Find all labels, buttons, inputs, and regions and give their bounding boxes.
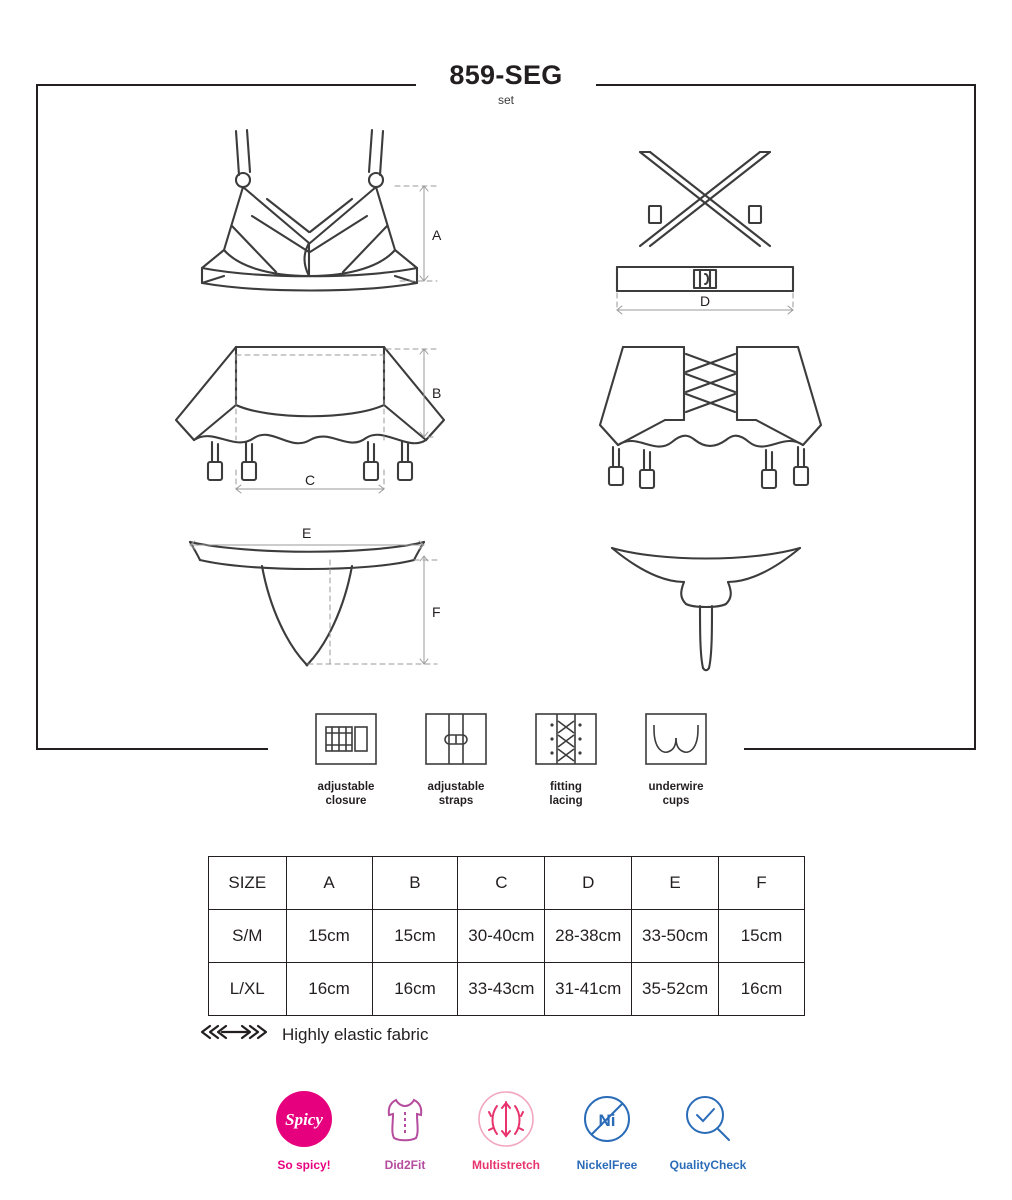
feature-adjustable-closure — [296, 706, 396, 809]
table-cell-a: 16cm — [286, 963, 372, 1016]
table-header-b: B — [372, 857, 458, 910]
feature-label-line1: adjustable — [427, 781, 485, 793]
svg-text:Spicy: Spicy — [285, 1110, 323, 1129]
adjustable-straps-icon — [406, 706, 506, 772]
feature-label-line2: closure — [325, 795, 367, 808]
dimension-f — [308, 560, 437, 664]
fitting-lacing-icon — [516, 706, 616, 772]
table-cell-a: 15cm — [286, 910, 372, 963]
page-title: 859-SEG — [449, 60, 563, 90]
dimension-c-arrow — [236, 470, 384, 493]
stretch-arrow-icon — [198, 1022, 270, 1047]
underwire-cups-icon — [626, 706, 726, 772]
feature-underwire-cups — [626, 706, 726, 809]
table-cell-size: L/XL — [209, 963, 287, 1016]
thong-front-illustration — [190, 542, 424, 666]
frame-border-top-right — [596, 84, 976, 86]
dimension-label-d: D — [700, 293, 711, 309]
badge-so-spicy — [256, 1088, 352, 1172]
bra-front-illustration — [202, 130, 417, 291]
table-cell-e: 33-50cm — [632, 910, 719, 963]
dimension-label-b: B — [432, 385, 442, 401]
badge-multistretch — [458, 1088, 554, 1172]
dimension-b — [236, 349, 437, 440]
garter-belt-back-illustration — [600, 347, 821, 488]
badge-label: NickelFree — [576, 1158, 638, 1172]
table-cell-c: 30-40cm — [458, 910, 545, 963]
feature-label-line1: fitting — [550, 781, 582, 793]
did2fit-badge-icon — [357, 1088, 453, 1150]
feature-label-line2: straps — [438, 795, 474, 808]
spicy-badge-icon — [256, 1088, 352, 1150]
table-header-row — [209, 857, 805, 910]
feature-label-line2: lacing — [549, 795, 583, 808]
feature-icons-row — [296, 706, 726, 826]
table-header-size: SIZE — [209, 857, 287, 910]
garter-belt-front-illustration — [176, 347, 444, 480]
table-cell-b: 16cm — [372, 963, 458, 1016]
table-cell-f: 15cm — [718, 910, 804, 963]
table-header-a: A — [286, 857, 372, 910]
dimension-d-arrow — [617, 293, 793, 314]
elastic-fabric-label: Highly elastic fabric — [282, 1024, 429, 1044]
dimension-a-arrow — [420, 186, 428, 281]
dimension-e-arrow — [190, 541, 424, 549]
badge-label: QualityCheck — [669, 1158, 747, 1172]
dimension-label-a: A — [432, 227, 442, 243]
feature-label-line1: adjustable — [317, 781, 375, 793]
table-cell-c: 33-43cm — [458, 963, 545, 1016]
table-header-f: F — [718, 857, 804, 910]
badge-label: So spicy! — [277, 1158, 331, 1172]
frame-border-left — [36, 84, 38, 750]
frame-border-bottom-left — [36, 748, 268, 750]
multistretch-badge-icon — [458, 1088, 554, 1150]
feature-adjustable-straps — [406, 706, 506, 809]
qualitycheck-badge-icon — [660, 1088, 756, 1150]
table-header-e: E — [632, 857, 719, 910]
table-row — [209, 910, 805, 963]
badge-label: Multistretch — [471, 1158, 540, 1172]
dimension-a — [395, 186, 437, 281]
nickelfree-badge-icon — [559, 1088, 655, 1150]
dimension-f-arrow — [420, 556, 428, 664]
table-header-c: C — [458, 857, 545, 910]
dimension-label-c: C — [305, 472, 316, 488]
bra-back-illustration — [617, 152, 793, 291]
badge-qualitycheck — [660, 1088, 756, 1172]
badge-label: Did2Fit — [384, 1158, 426, 1172]
table-header-d: D — [545, 857, 632, 910]
elastic-fabric-note — [198, 1022, 428, 1047]
table-cell-e: 35-52cm — [632, 963, 719, 1016]
frame-border-bottom-right — [744, 748, 976, 750]
feature-label-line2: cups — [662, 795, 690, 808]
table-cell-b: 15cm — [372, 910, 458, 963]
table-cell-f: 16cm — [718, 963, 804, 1016]
frame-border-right — [974, 84, 976, 750]
page-subtitle: set — [497, 93, 514, 107]
adjustable-closure-icon — [296, 706, 396, 772]
dimension-b-arrow — [420, 349, 428, 437]
badge-did2fit — [357, 1088, 453, 1172]
thong-back-illustration — [612, 548, 800, 670]
dimension-label-f: F — [432, 604, 441, 620]
feature-label-line1: underwire — [648, 781, 704, 793]
size-table — [208, 856, 805, 1016]
badge-nickelfree — [559, 1088, 655, 1172]
table-cell-d: 31-41cm — [545, 963, 632, 1016]
svg-text:Ni: Ni — [598, 1111, 616, 1130]
frame-border-top-left — [36, 84, 416, 86]
badges-row — [256, 1088, 756, 1172]
feature-fitting-lacing — [516, 706, 616, 809]
dimension-label-e: E — [302, 525, 312, 541]
table-cell-size: S/M — [209, 910, 287, 963]
table-cell-d: 28-38cm — [545, 910, 632, 963]
table-row — [209, 963, 805, 1016]
